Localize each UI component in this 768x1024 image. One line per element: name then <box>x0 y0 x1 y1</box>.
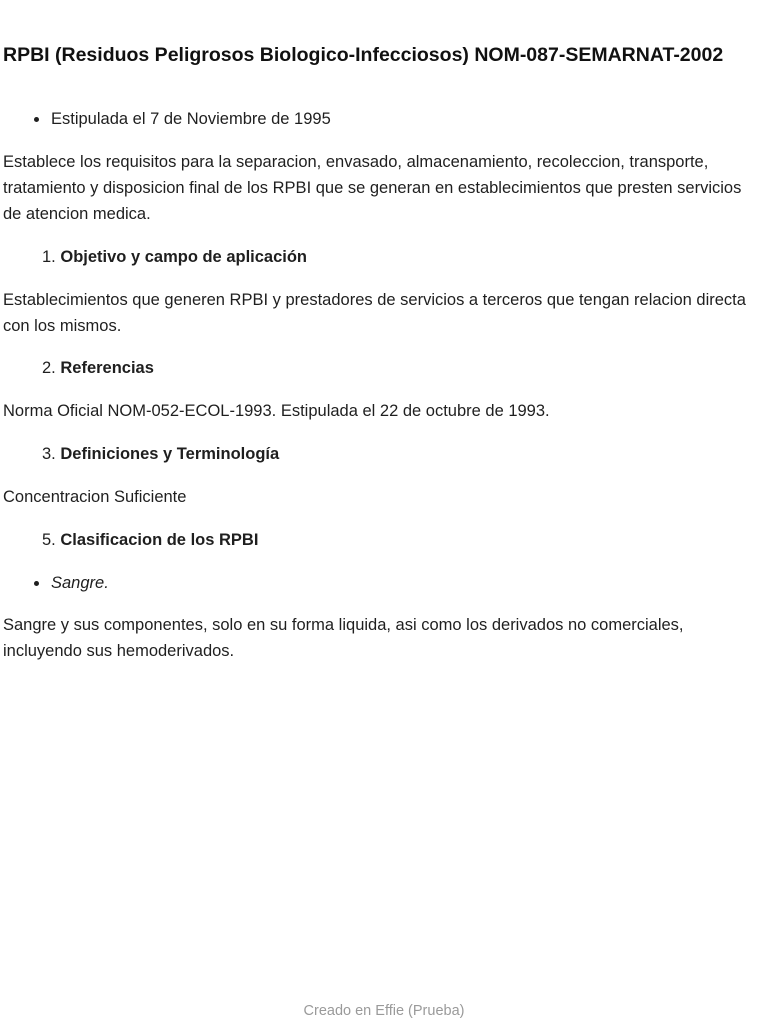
section-label: Definiciones y Terminología <box>60 445 280 463</box>
bullet-date: Estipulada el 7 de Noviembre de 1995 <box>51 110 331 128</box>
paragraph-concentracion: Concentracion Suficiente <box>3 488 187 506</box>
bullet-sangre: Sangre. <box>51 574 109 592</box>
section-heading-referencias <box>42 357 154 379</box>
section-number: 1. <box>42 248 56 266</box>
section-label: Objetivo y campo de aplicación <box>60 248 308 266</box>
section-number: 2. <box>42 359 56 377</box>
paragraph-establecimientos: Establecimientos que generen RPBI y prestadores de servicios a terceros que tengan relacion directa con los mismos. <box>3 291 746 335</box>
paragraph-sangre: Sangre y sus componentes, solo en su forma liquida, asi como los derivados no comerciales, incluyendo sus hemoderivados. <box>3 616 684 660</box>
section-heading-clasificacion <box>42 529 258 551</box>
page-title: RPBI (Residuos Peligrosos Biologico-Infecciosos) NOM-087-SEMARNAT-2002 <box>3 44 724 66</box>
section-number: 5. <box>42 531 56 549</box>
section-heading-objetivo <box>42 246 307 268</box>
footer-watermark: Creado en Effie (Prueba) <box>303 1003 465 1019</box>
section-heading-definiciones <box>42 443 279 465</box>
section-label: Clasificacion de los RPBI <box>60 531 259 549</box>
section-number: 3. <box>42 445 56 463</box>
paragraph-requirements: Establece los requisitos para la separacion, envasado, almacenamiento, recoleccion, transporte, tratamiento y disposicion final de los RPBI que se generan en establecimientos que presten servicios de atencion medica. <box>3 153 742 223</box>
section-label: Referencias <box>60 359 154 377</box>
paragraph-norma: Norma Oficial NOM-052-ECOL-1993. Estipulada el 22 de octubre de 1993. <box>3 402 550 420</box>
